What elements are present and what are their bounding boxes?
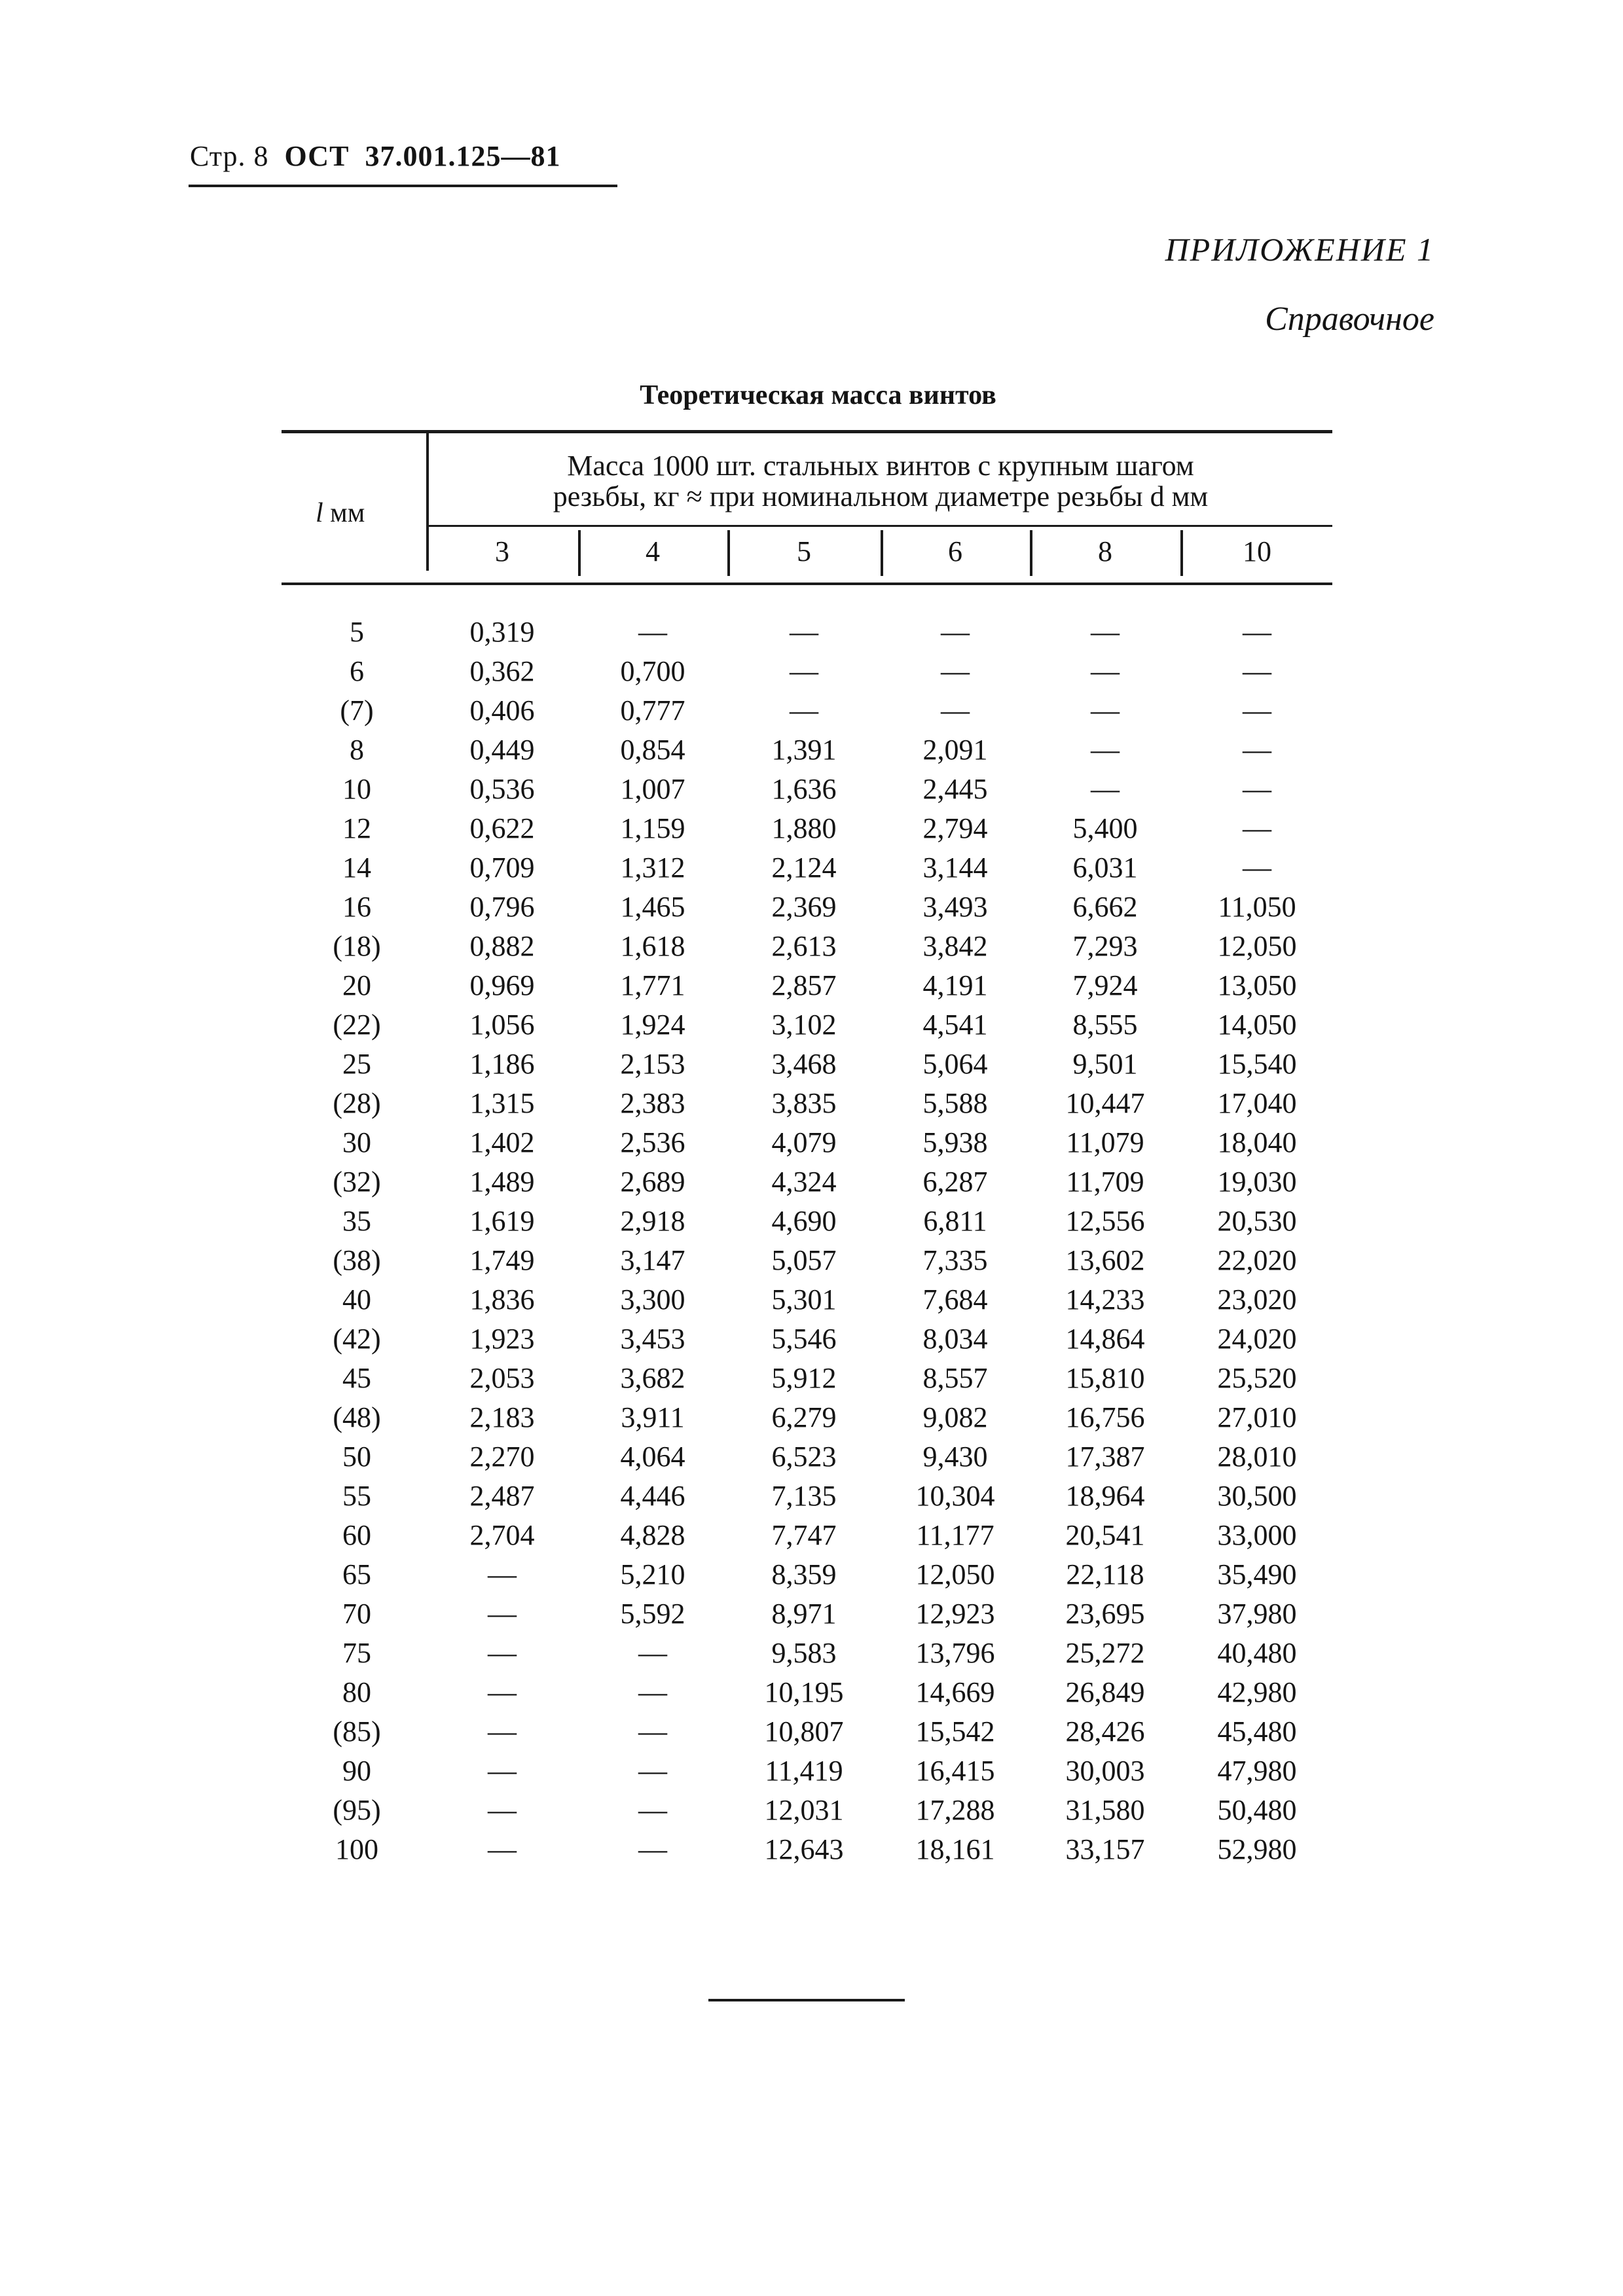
mass-cell: 7,924 (1072, 969, 1138, 1001)
length-cell: 50 (342, 1441, 371, 1473)
mass-cell: 3,147 (620, 1244, 685, 1276)
diameter-header: 10 (1243, 535, 1271, 567)
mass-cell: 6,279 (771, 1401, 837, 1433)
mass-cell: — (488, 1755, 517, 1787)
mass-cell: 8,971 (771, 1598, 837, 1630)
length-cell: 65 (342, 1558, 371, 1590)
mass-cell: 1,465 (620, 891, 685, 923)
mass-cell: 0,536 (469, 773, 535, 805)
mass-cell: 15,540 (1217, 1048, 1297, 1080)
table-title: Теоретическая масса винтов (640, 380, 996, 410)
mass-cell: — (638, 1637, 667, 1669)
mass-cell: 17,387 (1065, 1441, 1145, 1473)
length-cell: 90 (342, 1755, 371, 1787)
mass-cell: 8,557 (922, 1362, 988, 1394)
mass-cell: 28,426 (1065, 1715, 1145, 1748)
table-header-mid-rule (429, 525, 1332, 527)
mass-cell: 5,546 (771, 1323, 837, 1355)
table-header-bottom-rule (282, 583, 1332, 585)
mass-cell: 1,924 (620, 1009, 685, 1041)
length-cell: 35 (342, 1205, 371, 1237)
mass-cell: — (790, 694, 818, 726)
mass-cell: 6,662 (1072, 891, 1138, 923)
mass-cell: 1,489 (469, 1166, 535, 1198)
end-rule (708, 1999, 905, 2001)
diameter-header: 4 (646, 535, 660, 567)
mass-cell: 30,500 (1217, 1480, 1297, 1512)
mass-cell: 12,556 (1065, 1205, 1145, 1237)
mass-cell: 2,183 (469, 1401, 535, 1433)
mass-cell: 18,161 (915, 1833, 995, 1865)
mass-cell: — (1091, 694, 1120, 726)
mass-cell: — (488, 1833, 517, 1865)
length-cell: 60 (342, 1519, 371, 1551)
mass-cell: — (790, 655, 818, 687)
mass-cell: 1,402 (469, 1126, 535, 1158)
page-label: Стр. 8 (190, 140, 269, 172)
mass-cell: — (638, 1794, 667, 1826)
mass-cell: 4,828 (620, 1519, 685, 1551)
mass-cell: 17,288 (915, 1794, 995, 1826)
mass-cell: — (638, 1833, 667, 1865)
length-symbol: l (316, 498, 323, 528)
mass-cell: 14,864 (1065, 1323, 1145, 1355)
mass-cell: 5,057 (771, 1244, 837, 1276)
length-cell: (95) (333, 1794, 381, 1826)
mass-cell: 2,704 (469, 1519, 535, 1551)
mass-cell: 10,195 (764, 1676, 844, 1708)
mass-cell: 22,118 (1066, 1558, 1144, 1590)
mass-cell: 35,490 (1217, 1558, 1297, 1590)
length-cell: 25 (342, 1048, 371, 1080)
mass-cell: 13,602 (1065, 1244, 1145, 1276)
mass-cell: 3,911 (621, 1401, 685, 1433)
mass-cell: — (1243, 812, 1271, 844)
mass-cell: 20,541 (1065, 1519, 1145, 1551)
mass-cell: 7,684 (922, 1283, 988, 1316)
length-cell: 6 (350, 655, 364, 687)
mass-cell: 4,446 (620, 1480, 685, 1512)
mass-cell: 2,613 (771, 930, 837, 962)
mass-cell: 18,964 (1065, 1480, 1145, 1512)
mass-cell: 5,400 (1072, 812, 1138, 844)
mass-cell: 20,530 (1217, 1205, 1297, 1237)
mass-cell: — (1243, 655, 1271, 687)
mass-cell: 30,003 (1065, 1755, 1145, 1787)
mass-cell: 6,287 (922, 1166, 988, 1198)
mass-cell: — (1243, 773, 1271, 805)
mass-cell: 2,689 (620, 1166, 685, 1198)
mass-cell: 0,362 (469, 655, 535, 687)
mass-cell: 3,300 (620, 1283, 685, 1316)
mass-cell: 12,923 (915, 1598, 995, 1630)
length-cell: (42) (333, 1323, 381, 1355)
mass-cell: 16,415 (915, 1755, 995, 1787)
diameter-header: 5 (797, 535, 811, 567)
mass-cell: — (1091, 616, 1120, 648)
mass-header-line2: резьбы, кг ≈ при номинальном диаметре резьбы d мм (553, 480, 1209, 512)
mass-cell: 23,020 (1217, 1283, 1297, 1316)
mass-cell: 5,210 (620, 1558, 685, 1590)
mass-cell: 3,144 (922, 852, 988, 884)
mass-cell: 31,580 (1065, 1794, 1145, 1826)
mass-cell: 2,857 (771, 969, 837, 1001)
mass-cell: — (488, 1715, 517, 1748)
mass-cell: — (941, 655, 970, 687)
mass-cell: 4,324 (771, 1166, 837, 1198)
mass-cell: 3,493 (922, 891, 988, 923)
length-cell: (85) (333, 1715, 381, 1748)
diam-divider-4 (1030, 530, 1032, 576)
mass-cell: 8,555 (1072, 1009, 1138, 1041)
mass-cell: 19,030 (1217, 1166, 1297, 1198)
mass-cell: 5,064 (922, 1048, 988, 1080)
length-cell: 100 (335, 1833, 378, 1865)
appendix-title: ПРИЛОЖЕНИЕ 1 (1165, 231, 1434, 268)
doc-number: 37.001.125—81 (365, 140, 561, 172)
length-cell: 10 (342, 773, 371, 805)
mass-cell: 2,794 (922, 812, 988, 844)
length-cell: (38) (333, 1244, 381, 1276)
mass-cell: 0,854 (620, 734, 685, 766)
appendix-subtitle: Справочное (1265, 300, 1434, 338)
length-cell: 75 (342, 1637, 371, 1669)
diam-divider-1 (578, 530, 581, 576)
length-header (316, 497, 365, 529)
mass-cell: 9,501 (1072, 1048, 1138, 1080)
mass-cell: 1,636 (771, 773, 837, 805)
mass-cell: — (1243, 694, 1271, 726)
mass-cell: 5,301 (771, 1283, 837, 1316)
mass-cell: 11,419 (765, 1755, 843, 1787)
mass-cell: 0,777 (620, 694, 685, 726)
mass-cell: 1,391 (771, 734, 837, 766)
mass-cell: 2,270 (469, 1441, 535, 1473)
mass-cell: — (941, 694, 970, 726)
length-unit: мм (330, 498, 365, 528)
mass-cell: — (1243, 616, 1271, 648)
mass-cell: 1,749 (469, 1244, 535, 1276)
mass-cell: — (790, 616, 818, 648)
length-cell: 40 (342, 1283, 371, 1316)
mass-cell: 7,135 (771, 1480, 837, 1512)
mass-cell: 2,487 (469, 1480, 535, 1512)
mass-cell: — (1243, 852, 1271, 884)
mass-cell: 12,050 (1217, 930, 1297, 962)
diam-divider-5 (1180, 530, 1183, 576)
mass-cell: 13,796 (915, 1637, 995, 1669)
length-cell: 30 (342, 1126, 371, 1158)
mass-cell: 3,468 (771, 1048, 837, 1080)
mass-cell: 5,912 (771, 1362, 837, 1394)
mass-cell: 3,682 (620, 1362, 685, 1394)
mass-cell: 1,880 (771, 812, 837, 844)
mass-cell: 6,031 (1072, 852, 1138, 884)
mass-cell: 25,520 (1217, 1362, 1297, 1394)
mass-cell: 0,882 (469, 930, 535, 962)
mass-cell: 26,849 (1065, 1676, 1145, 1708)
length-cell: 20 (342, 969, 371, 1001)
mass-cell: — (638, 1676, 667, 1708)
mass-cell: 8,359 (771, 1558, 837, 1590)
mass-cell: 2,369 (771, 891, 837, 923)
mass-cell: 9,082 (922, 1401, 988, 1433)
mass-cell: — (638, 616, 667, 648)
mass-cell: 14,233 (1065, 1283, 1145, 1316)
mass-cell: 2,124 (771, 852, 837, 884)
mass-cell: 4,191 (922, 969, 988, 1001)
mass-cell: 0,969 (469, 969, 535, 1001)
mass-cell: — (488, 1637, 517, 1669)
mass-cell: 4,079 (771, 1126, 837, 1158)
mass-cell: 0,700 (620, 655, 685, 687)
length-cell: 45 (342, 1362, 371, 1394)
mass-cell: — (1243, 734, 1271, 766)
mass-cell: 11,177 (916, 1519, 994, 1551)
mass-cell: 18,040 (1217, 1126, 1297, 1158)
mass-cell: 5,938 (922, 1126, 988, 1158)
mass-cell: 7,293 (1072, 930, 1138, 962)
mass-cell: 17,040 (1217, 1087, 1297, 1119)
length-cell: (7) (340, 694, 374, 726)
length-cell: 5 (350, 616, 364, 648)
mass-cell: 42,980 (1217, 1676, 1297, 1708)
mass-cell: — (638, 1755, 667, 1787)
mass-cell: 12,643 (764, 1833, 844, 1865)
mass-cell: — (1091, 734, 1120, 766)
mass-cell: 10,807 (764, 1715, 844, 1748)
mass-header-line1: Масса 1000 шт. стальных винтов с крупным шагом (567, 450, 1194, 482)
length-cell: 70 (342, 1598, 371, 1630)
mass-cell: 1,056 (469, 1009, 535, 1041)
mass-cell: 47,980 (1217, 1755, 1297, 1787)
diameter-header: 8 (1098, 535, 1112, 567)
mass-cell: 3,842 (922, 930, 988, 962)
page-header (190, 139, 560, 173)
mass-cell: 0,622 (469, 812, 535, 844)
mass-cell: 0,449 (469, 734, 535, 766)
mass-cell: 1,007 (620, 773, 685, 805)
mass-cell: 33,157 (1065, 1833, 1145, 1865)
mass-cell: 12,031 (764, 1794, 844, 1826)
mass-cell: 6,811 (923, 1205, 987, 1237)
mass-cell: 27,010 (1217, 1401, 1297, 1433)
length-cell: (28) (333, 1087, 381, 1119)
standard-label: ОСТ (284, 140, 350, 172)
mass-cell: 3,835 (771, 1087, 837, 1119)
mass-cell: 37,980 (1217, 1598, 1297, 1630)
mass-cell: 2,918 (620, 1205, 685, 1237)
mass-cell: 11,709 (1066, 1166, 1144, 1198)
mass-cell: 13,050 (1217, 969, 1297, 1001)
length-cell: 14 (342, 852, 371, 884)
mass-cell: 10,447 (1065, 1087, 1145, 1119)
diam-divider-2 (727, 530, 730, 576)
mass-cell: 1,312 (620, 852, 685, 884)
mass-cell: — (488, 1598, 517, 1630)
length-cell: 12 (342, 812, 371, 844)
mass-cell: 2,536 (620, 1126, 685, 1158)
mass-cell: 4,541 (922, 1009, 988, 1041)
length-cell: (18) (333, 930, 381, 962)
mass-cell: 14,669 (915, 1676, 995, 1708)
header-rule (189, 185, 617, 187)
mass-cell: 9,430 (922, 1441, 988, 1473)
mass-cell: 7,747 (771, 1519, 837, 1551)
mass-cell: 1,618 (620, 930, 685, 962)
mass-cell: — (941, 616, 970, 648)
length-cell: (32) (333, 1166, 381, 1198)
mass-cell: 3,102 (771, 1009, 837, 1041)
mass-cell: — (488, 1794, 517, 1826)
mass-cell: 1,315 (469, 1087, 535, 1119)
mass-cell: 15,542 (915, 1715, 995, 1748)
mass-cell: 5,592 (620, 1598, 685, 1630)
mass-cell: — (1091, 655, 1120, 687)
mass-cell: 11,079 (1066, 1126, 1144, 1158)
mass-cell: 52,980 (1217, 1833, 1297, 1865)
mass-cell: 1,836 (469, 1283, 535, 1316)
mass-cell: — (488, 1558, 517, 1590)
mass-cell: 9,583 (771, 1637, 837, 1669)
mass-cell: 1,923 (469, 1323, 535, 1355)
mass-cell: — (488, 1676, 517, 1708)
length-cell: 8 (350, 734, 364, 766)
mass-cell: 2,445 (922, 773, 988, 805)
mass-cell: 1,619 (469, 1205, 535, 1237)
diameter-header: 3 (495, 535, 509, 567)
mass-cell: 33,000 (1217, 1519, 1297, 1551)
mass-cell: 3,453 (620, 1323, 685, 1355)
mass-cell: 4,064 (620, 1441, 685, 1473)
mass-cell: 2,091 (922, 734, 988, 766)
mass-cell: 16,756 (1065, 1401, 1145, 1433)
mass-cell: 12,050 (915, 1558, 995, 1590)
mass-cell: 28,010 (1217, 1441, 1297, 1473)
mass-cell: 1,186 (469, 1048, 535, 1080)
mass-cell: 5,588 (922, 1087, 988, 1119)
mass-cell: 2,153 (620, 1048, 685, 1080)
mass-cell: 22,020 (1217, 1244, 1297, 1276)
mass-cell: 0,406 (469, 694, 535, 726)
mass-cell: 14,050 (1217, 1009, 1297, 1041)
mass-cell: 6,523 (771, 1441, 837, 1473)
mass-cell: 4,690 (771, 1205, 837, 1237)
length-cell: (22) (333, 1009, 381, 1041)
length-cell: 80 (342, 1676, 371, 1708)
mass-cell: 23,695 (1065, 1598, 1145, 1630)
mass-cell: 24,020 (1217, 1323, 1297, 1355)
length-cell: 55 (342, 1480, 371, 1512)
mass-cell: — (638, 1715, 667, 1748)
length-cell: (48) (333, 1401, 381, 1433)
mass-cell: 2,383 (620, 1087, 685, 1119)
mass-cell: 0,796 (469, 891, 535, 923)
mass-cell: 1,771 (620, 969, 685, 1001)
mass-cell: 45,480 (1217, 1715, 1297, 1748)
diam-divider-3 (881, 530, 883, 576)
mass-cell: 1,159 (620, 812, 685, 844)
mass-cell: 2,053 (469, 1362, 535, 1394)
mass-cell: 8,034 (922, 1323, 988, 1355)
mass-cell: 10,304 (915, 1480, 995, 1512)
mass-cell: 7,335 (922, 1244, 988, 1276)
mass-cell: 11,050 (1218, 891, 1296, 923)
mass-cell: — (1091, 773, 1120, 805)
mass-cell: 50,480 (1217, 1794, 1297, 1826)
mass-cell: 15,810 (1065, 1362, 1145, 1394)
diameter-header: 6 (948, 535, 962, 567)
mass-cell: 40,480 (1217, 1637, 1297, 1669)
table-top-rule (282, 430, 1332, 433)
mass-cell: 0,709 (469, 852, 535, 884)
mass-cell: 0,319 (469, 616, 535, 648)
length-cell: 16 (342, 891, 371, 923)
mass-cell: 25,272 (1065, 1637, 1145, 1669)
